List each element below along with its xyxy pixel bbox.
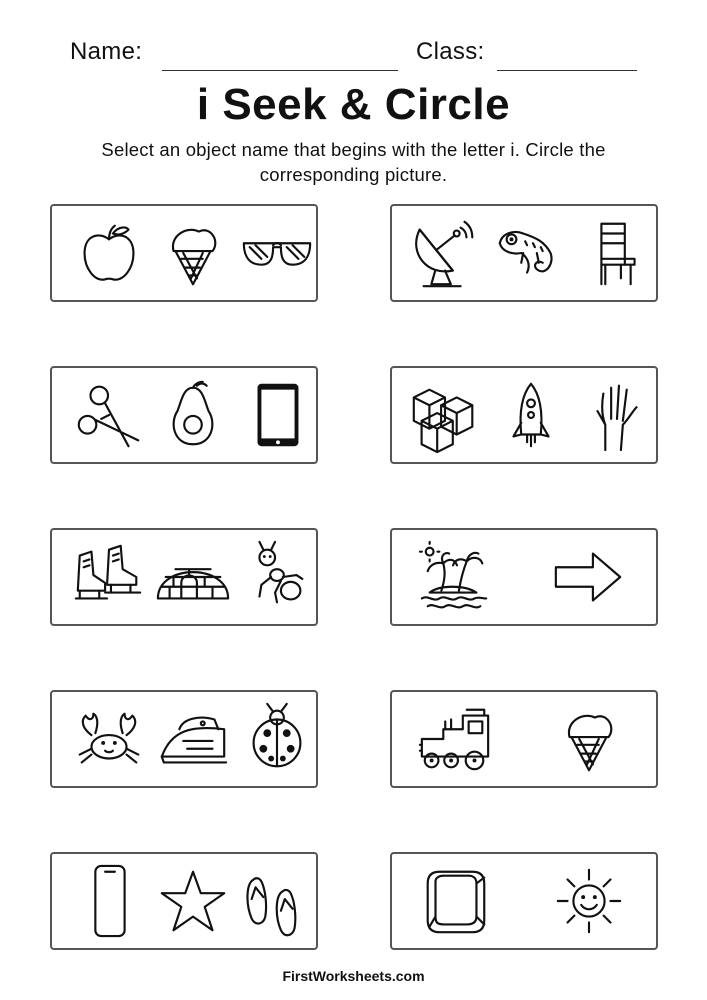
picture-card — [390, 204, 658, 302]
class-label: Class: — [416, 38, 485, 65]
phone-icon[interactable] — [70, 862, 148, 940]
picture-card — [50, 852, 318, 950]
flip-flops-icon[interactable] — [238, 862, 316, 940]
hand-icon[interactable] — [578, 376, 656, 454]
ice-cream-cone-icon[interactable] — [550, 700, 628, 778]
picture-card — [50, 690, 318, 788]
picture-card — [50, 366, 318, 464]
page-title: i Seek & Circle — [196, 80, 511, 129]
chair-icon[interactable] — [578, 214, 656, 292]
instructions: Select an object name that begins with the letter i. Circle the corresponding picture. — [101, 139, 606, 185]
name-label: Name: — [70, 38, 143, 65]
star-icon[interactable] — [154, 862, 232, 940]
picture-card — [50, 204, 318, 302]
crab-icon[interactable] — [70, 700, 148, 778]
name-line[interactable] — [162, 70, 398, 71]
picture-card — [390, 528, 658, 626]
iron-icon[interactable] — [154, 700, 232, 778]
igloo-icon[interactable] — [154, 538, 232, 616]
tablet-icon[interactable] — [238, 376, 316, 454]
ant-icon[interactable] — [238, 538, 316, 616]
ice-skates-icon[interactable] — [70, 538, 148, 616]
picture-card — [390, 852, 658, 950]
sunglasses-icon[interactable] — [238, 214, 316, 292]
worksheet-header — [70, 38, 650, 74]
train-icon[interactable] — [416, 700, 494, 778]
picture-card — [390, 366, 658, 464]
scissors-icon[interactable] — [70, 376, 148, 454]
satellite-dish-icon[interactable] — [406, 214, 484, 292]
picture-card — [390, 690, 658, 788]
island-icon[interactable] — [416, 538, 494, 616]
ice-cubes-icon[interactable] — [406, 376, 484, 454]
rocket-icon[interactable] — [492, 376, 570, 454]
footer-site: FirstWorksheets.com — [282, 968, 425, 984]
apple-icon[interactable] — [70, 214, 148, 292]
class-line[interactable] — [497, 70, 637, 71]
chameleon-icon[interactable] — [492, 214, 570, 292]
ice-cream-cone-icon[interactable] — [154, 214, 232, 292]
picture-card — [50, 528, 318, 626]
arrow-icon[interactable] — [550, 538, 628, 616]
avocado-icon[interactable] — [154, 376, 232, 454]
ladybug-icon[interactable] — [238, 700, 316, 778]
sun-icon[interactable] — [550, 862, 628, 940]
ice-cube-icon[interactable] — [416, 862, 494, 940]
